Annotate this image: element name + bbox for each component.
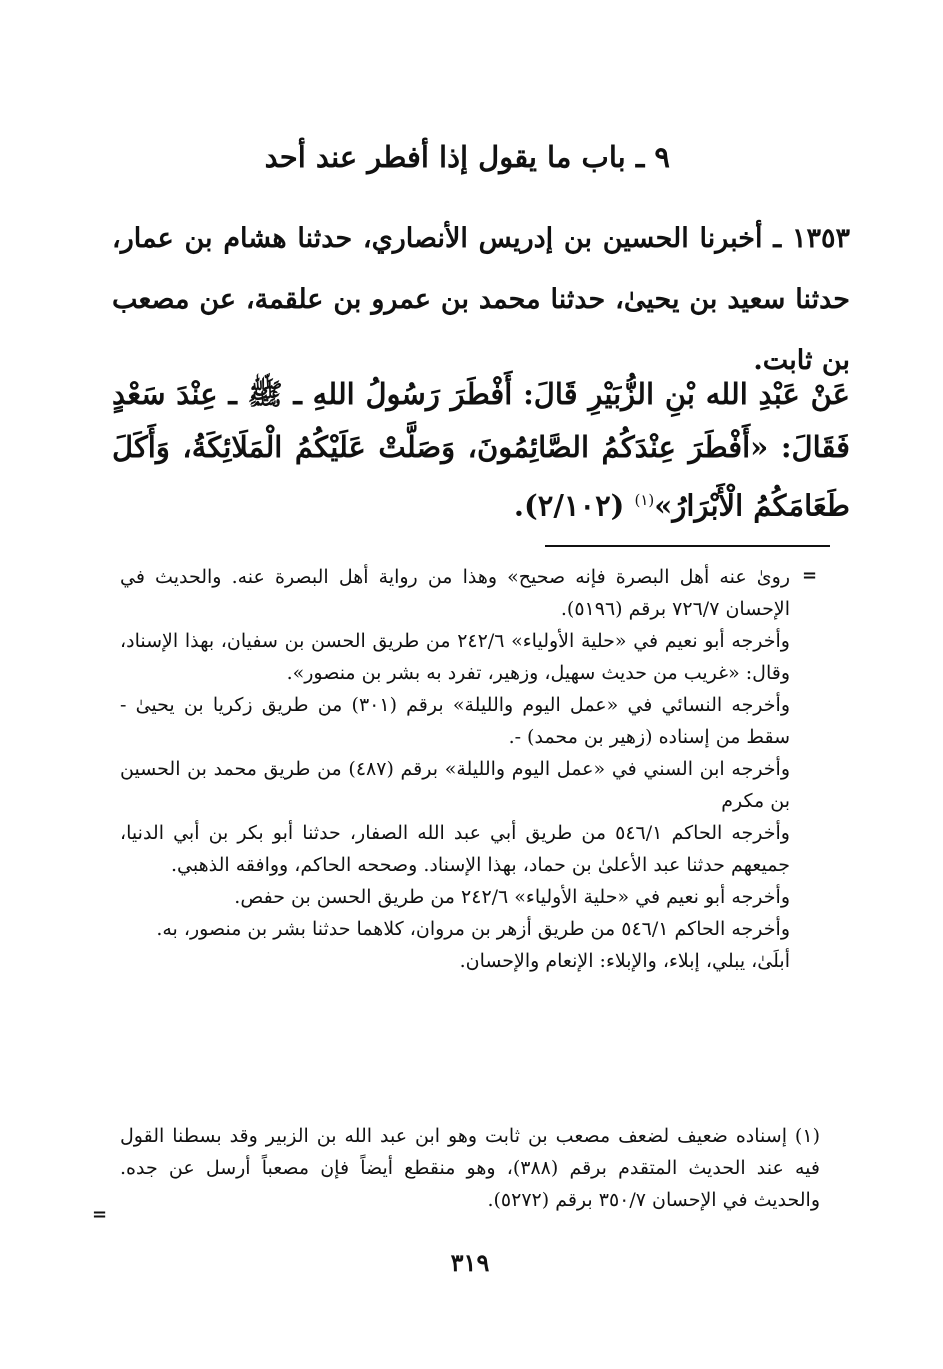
- footnote-separator: [545, 545, 830, 547]
- footnote-paragraph: وأخرجه أبو نعيم في «حلية الأولياء» ٢٤٢/٦ من طريق الحسن بن حفص.: [234, 886, 790, 908]
- footnote-paragraph: وأخرجه الحاكم ٥٤٦/١ من طريق أزهر بن مروان، كلاهما حدثنا بشر بن منصور، به.: [156, 918, 790, 940]
- footnotes-continuation: [120, 561, 790, 977]
- footnote-paragraph: رویٰ عنه أهل البصرة فإنه صحيح» وهذا من رواية أهل البصرة عنه. والحديث في الإحسان ٧٢٦/٧ برقم (٥١٩٦).: [120, 566, 790, 620]
- footnote-paragraph: وأخرجه ابن السني في «عمل اليوم والليلة» برقم (٤٨٧) من طريق محمد بن الحسين بن مكرم: [120, 758, 790, 812]
- footnote-paragraph: أبلَىٰ، يبلي، إبلاء، والإبلاء: الإنعام والإحسان.: [459, 950, 790, 972]
- footnote-1: (١) إسناده ضعيف لضعف مصعب بن ثابت وهو ابن عبد الله بن الزبير وقد بسطنا القول فيه عند الحديث المتقدم برقم (٣٨٨)، وهو منقطع أيضاً فإن مصعباً أرسل عن جده. والحديث في الإحسان ٣٥٠/٧ برقم (٥٢٧٢).: [120, 1125, 820, 1211]
- chapter-title: ٩ ـ باب ما يقول إذا أفطر عند أحد: [264, 140, 670, 174]
- hadith-matn-text: عَنْ عَبْدِ الله بْنِ الزُّبَيْرِ قَالَ: أَفْطَرَ رَسُولُ اللهِ ـ ﷺ ـ عِنْدَ سَعْدٍ فَقَالَ: «أَفْطَرَ عِنْدَكُمُ الصَّائِمُونَ، وَصَلَّتْ عَلَيْكُمُ الْمَلَائِكَةُ، وَأَكَلَ طَعَامَكُمُ الْأَبْرَارُ»: [112, 377, 850, 523]
- footnote-ref: (١): [634, 491, 655, 509]
- hadith-matn: [112, 368, 850, 533]
- next-page-continuation-mark: =: [92, 1204, 108, 1225]
- footnote-paragraph: وأخرجه النسائي في «عمل اليوم والليلة» برقم (٣٠١) من طريق زكريا بن يحيىٰ - سقط من إسناده (زهير بن محمد) -.: [120, 694, 790, 748]
- hadith-reference: (٢/١٠٢).: [513, 488, 625, 523]
- footnote-paragraph: وأخرجه أبو نعيم في «حلية الأولياء» ٢٤٢/٦ من طريق الحسن بن سفيان، بهذا الإسناد، وقال: «غريب من حديث سهيل، وزهير، تفرد به بشر بن منصور».: [120, 630, 790, 684]
- hadith-isnad: ١٣٥٣ ـ أخبرنا الحسين بن إدريس الأنصاري، حدثنا هشام بن عمار، حدثنا سعيد بن يحيىٰ، حدثنا محمد بن عمرو بن علقمة، عن مصعب بن ثابت.: [112, 223, 850, 376]
- footnote-continuation-mark: =: [802, 565, 818, 586]
- page-number: ٣١٩: [450, 1248, 490, 1277]
- footnote-paragraph: وأخرجه الحاكم ٥٤٦/١ من طريق أبي عبد الله الصفار، حدثنا أبو بكر بن أبي الدنيا، جميعهم حدثنا عبد الأعلىٰ بن حماد، بهذا الإسناد. وصححه الحاكم، ووافقه الذهبي.: [120, 822, 790, 876]
